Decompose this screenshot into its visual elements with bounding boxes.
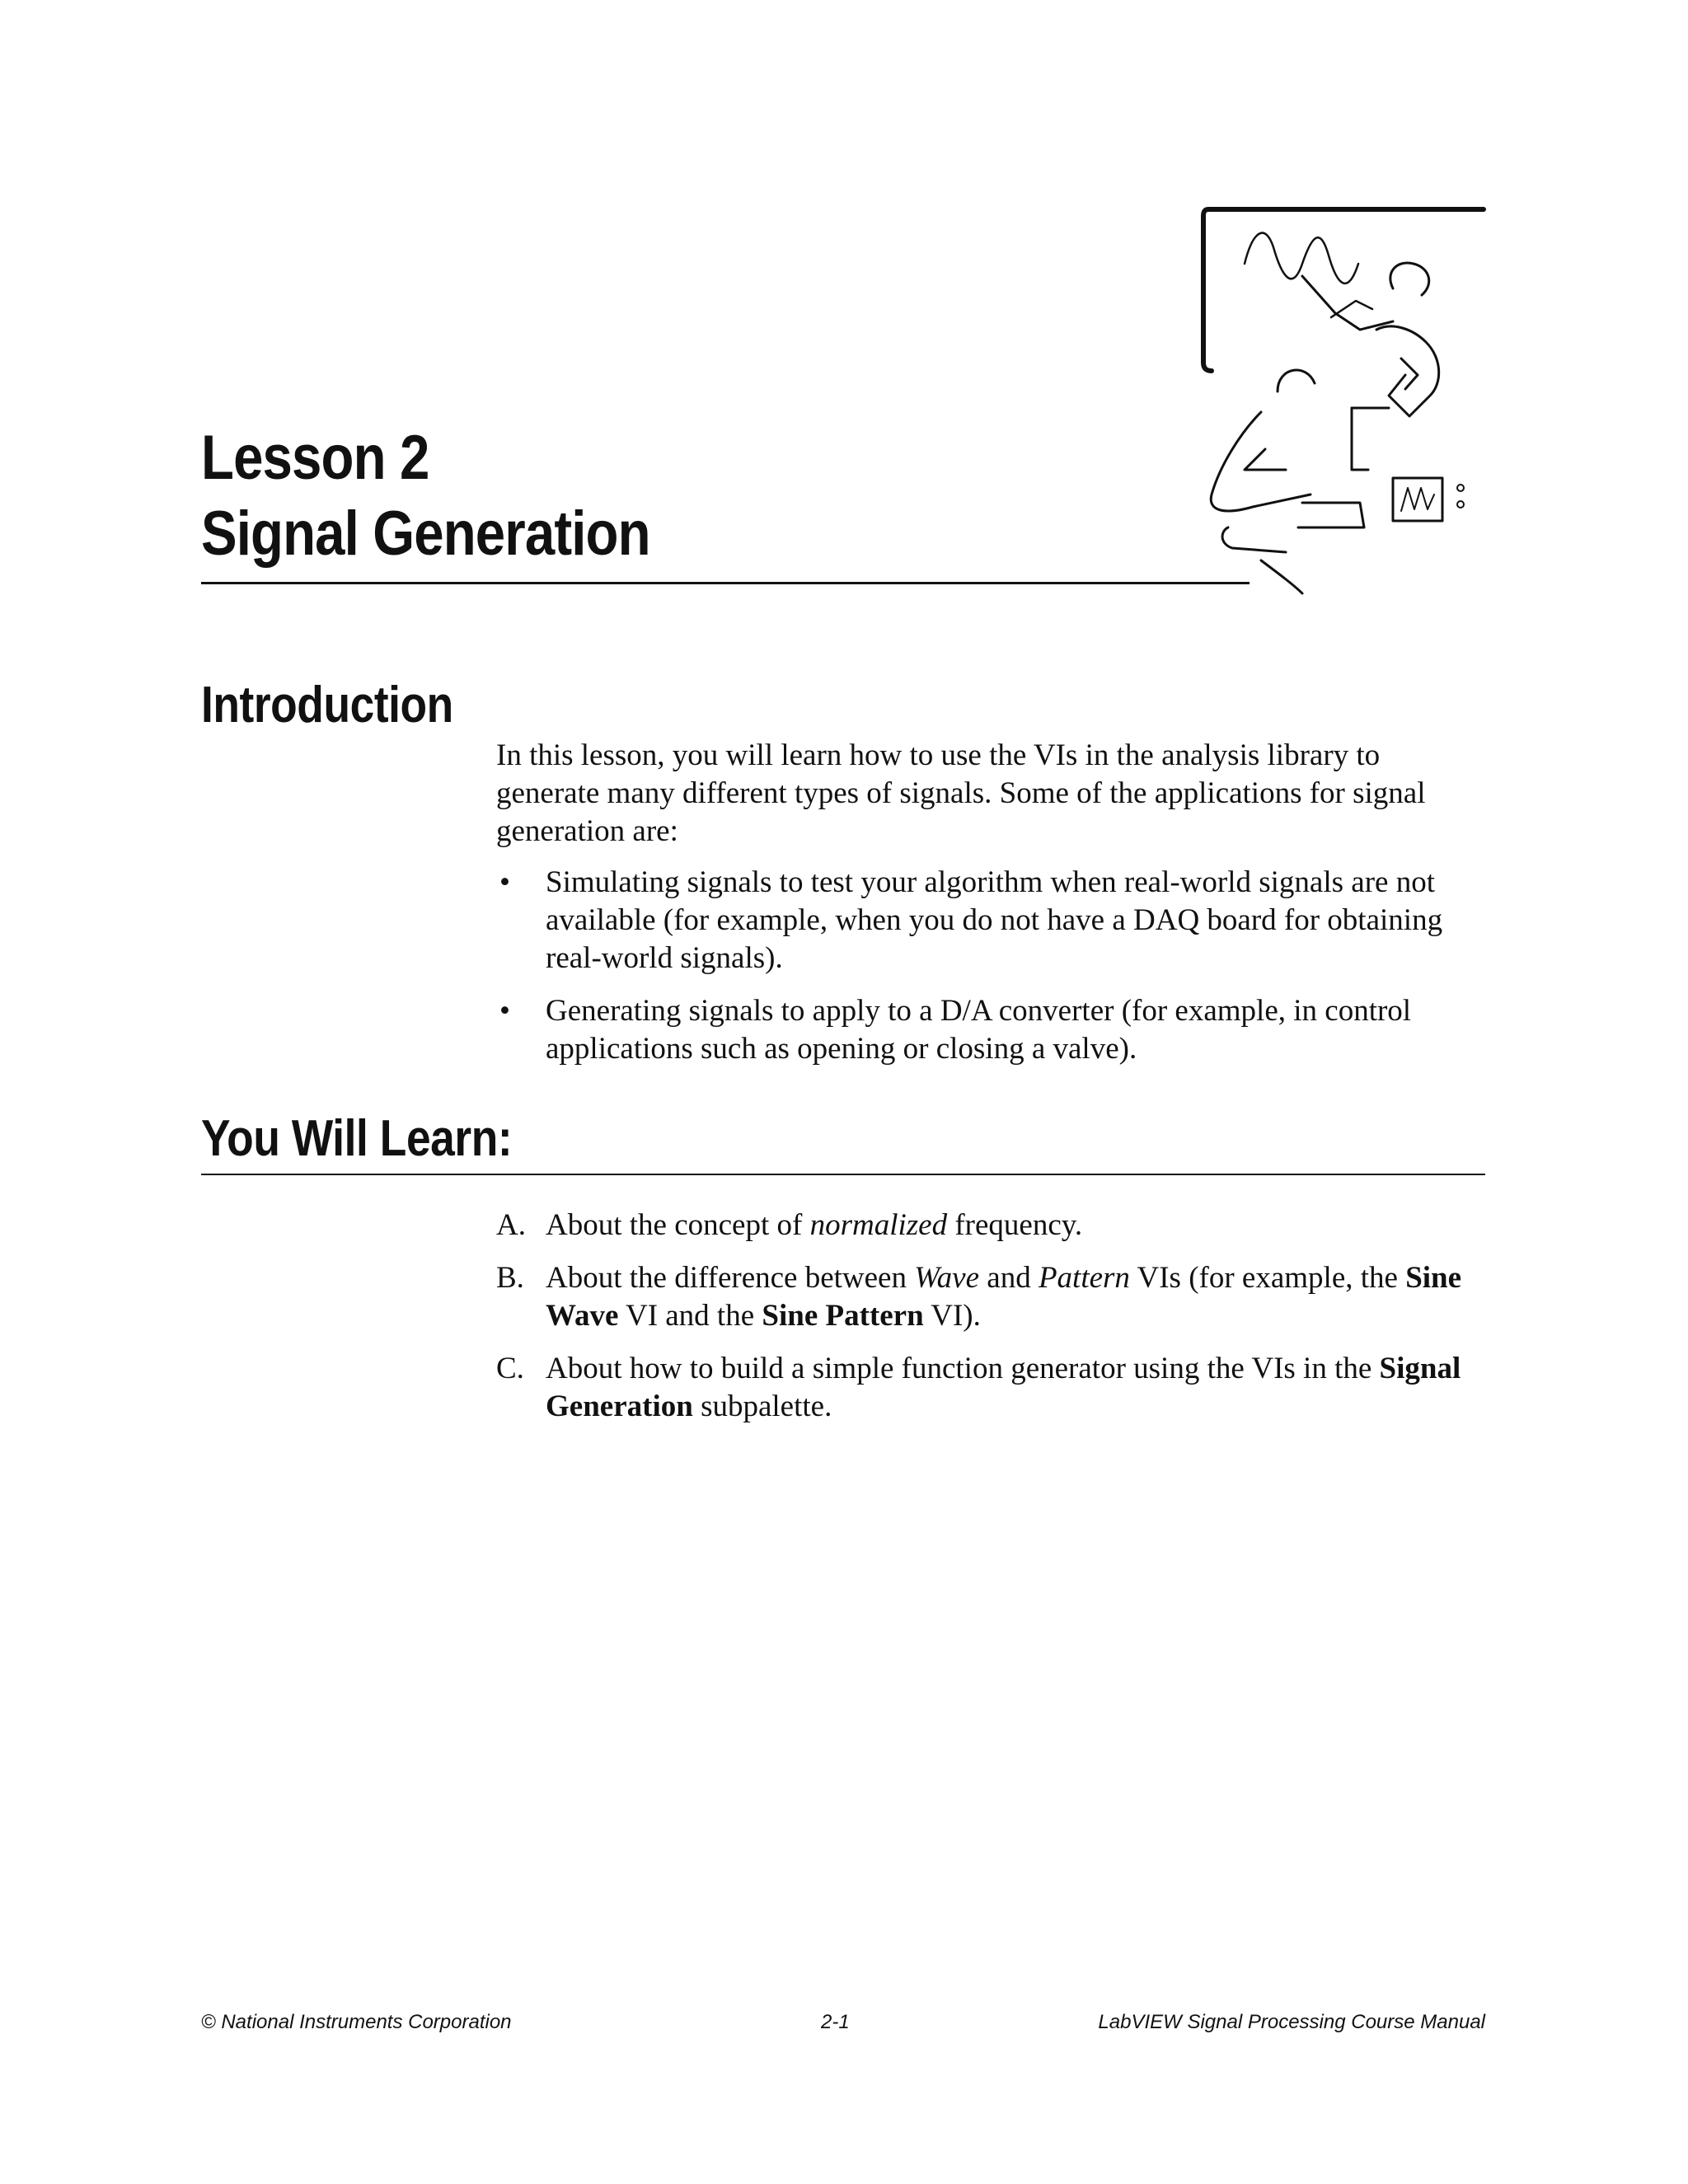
bold-text: Sine Pattern — [762, 1299, 924, 1333]
bullet-glyph: • — [499, 865, 510, 899]
lesson-name: Signal Generation — [201, 499, 650, 569]
objective-text: VIs (for example, the — [1129, 1261, 1406, 1295]
objective-text: About how to build a simple function generator using the VIs in the — [546, 1352, 1380, 1385]
bullet-text: Generating signals to apply to a D/A converter (for example, in control applications such as opening or closing a valve). — [546, 994, 1412, 1066]
emphasis-text: Wave — [914, 1261, 980, 1295]
objective-text: frequency. — [947, 1208, 1083, 1242]
bold-text: Signal Generation — [546, 1352, 1461, 1423]
objective-text: About the difference between — [546, 1261, 915, 1295]
footer-manual-title: LabVIEW Signal Processing Course Manual — [1098, 2011, 1485, 2033]
bullet-item — [496, 992, 1485, 1068]
title-rule — [201, 582, 1250, 584]
lesson-title — [201, 420, 650, 572]
objective-text: VI). — [923, 1299, 981, 1333]
footer-copyright: © National Instruments Corporation — [201, 2011, 512, 2033]
introduction-paragraph: In this lesson, you will learn how to use the VIs in the analysis library to generate many different types of signals. Some of the applications for signal generation are: — [496, 738, 1426, 848]
emphasis-text: Pattern — [1038, 1261, 1130, 1295]
footer-page-number: 2-1 — [821, 2011, 850, 2033]
objective-text: About the concept of — [546, 1208, 810, 1242]
you-will-learn-heading: You Will Learn: — [201, 1110, 513, 1167]
learning-objectives-list — [496, 1207, 1485, 1441]
objective-item-b — [496, 1259, 1485, 1335]
emphasis-text: normalized — [809, 1208, 948, 1242]
section-rule — [201, 1174, 1485, 1175]
objective-item-c — [496, 1350, 1485, 1426]
person-at-signal-display-illustration — [1195, 198, 1508, 602]
bullet-text: Simulating signals to test your algorithm when real-world signals are not available (for example, when you do not have a DAQ board for obtaining real-world signals). — [546, 865, 1443, 975]
lesson-number: Lesson 2 — [201, 423, 429, 493]
introduction-heading: Introduction — [201, 677, 453, 733]
bullet-item — [496, 864, 1485, 977]
bold-text: Sine Wave — [546, 1261, 1462, 1333]
objective-text: subpalette. — [692, 1390, 832, 1423]
objective-text: and — [979, 1261, 1039, 1295]
objective-marker: A. — [496, 1208, 526, 1242]
introduction-bullet-list — [496, 864, 1485, 1083]
bullet-glyph: • — [499, 994, 510, 1028]
objective-marker: C. — [496, 1352, 524, 1385]
objective-marker: B. — [496, 1261, 524, 1295]
objective-item-a — [496, 1207, 1485, 1244]
objective-text: VI and the — [618, 1299, 762, 1333]
